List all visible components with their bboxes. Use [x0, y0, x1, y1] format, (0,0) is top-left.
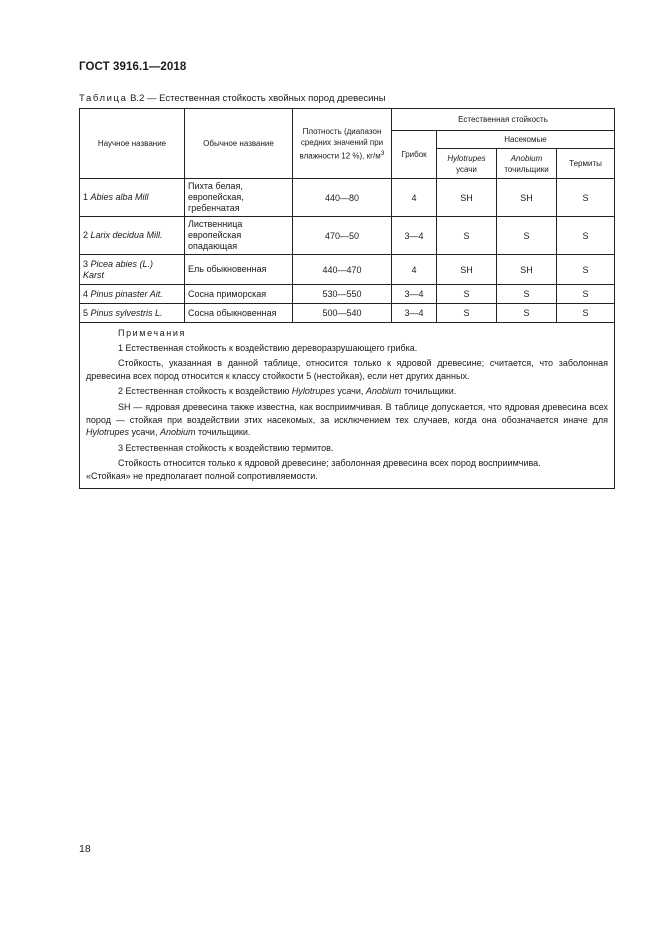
row-number: 4 — [83, 288, 91, 299]
note-2-text-3: точильщики. — [401, 386, 457, 397]
table-caption — [79, 93, 386, 104]
note-2-text-2: усачи, — [334, 386, 366, 397]
header-density — [293, 109, 392, 179]
cell-fungi: 4 — [392, 255, 437, 285]
table-row — [80, 255, 615, 285]
cell-hylotrupes: S — [437, 285, 497, 304]
cell-common: Сосна обыкновенная — [185, 304, 293, 323]
cell-anobium: SH — [497, 255, 557, 285]
cell-anobium: S — [497, 304, 557, 323]
row-number: 2 — [83, 230, 91, 240]
note-2-detail-text: SH — ядровая древесина также известна, как восприимчивая. В таблице допускается, что ядровая древесина всех пород — стойкая при воздействии этих насекомых, за исключением тех случаев, когда она обозначается иначе для — [86, 401, 608, 425]
cell-anobium: SH — [497, 179, 557, 217]
header-insects: Насекомые — [437, 131, 615, 149]
cell-density: 440—470 — [293, 255, 392, 285]
cell-fungi: 4 — [392, 179, 437, 217]
header-termites: Термиты — [557, 149, 615, 179]
cell-fungi: 3—4 — [392, 304, 437, 323]
note-1-detail: Стойкость, указанная в данной таблице, относится только к ядровой древесине; считается, что заболонная древесина всех пород относится к классу стойкости 5 (нестойкая), если нет других данных. — [86, 358, 608, 381]
cell-termites: S — [557, 255, 615, 285]
latin-name: Picea abies (L.) — [90, 258, 154, 269]
note-2-detail — [86, 401, 608, 439]
cell-hylotrupes: S — [437, 304, 497, 323]
cell-fungi: 3—4 — [392, 217, 437, 255]
page-number: 18 — [79, 843, 91, 855]
note-2-detail-text-3: точильщики. — [195, 427, 251, 438]
header-scientific-name: Научное название — [80, 109, 185, 179]
header-anobium-latin: Anobium — [510, 153, 543, 163]
note-2-detail-latin-2: Anobium — [159, 427, 196, 438]
cell-common: Пихта белая, европейская, гребенчатая — [185, 179, 293, 217]
notes-cell — [80, 323, 615, 489]
notes-row — [80, 323, 615, 489]
row-number: 1 — [83, 192, 91, 202]
cell-density: 500—540 — [293, 304, 392, 323]
table-row — [80, 179, 615, 217]
note-2-latin-2: Anobium — [365, 386, 402, 397]
cell-scientific — [80, 255, 185, 285]
note-3-detail: Стойкость относится только к ядровой древесине; заболонная древесина всех пород восприимчива. — [118, 458, 541, 469]
note-2-latin-1: Hylotrupes — [291, 386, 335, 397]
note-2-text: 2 Естественная стойкость к воздействию — [118, 386, 292, 397]
resistance-table — [79, 108, 615, 489]
note-3-detail-2: «Стойкая» не предполагает полной сопротивляемости. — [86, 470, 318, 481]
latin-name: Abies alba Mill — [90, 192, 149, 202]
latin-name: Pinus sylvestris L. — [90, 307, 163, 318]
cell-termites: S — [557, 217, 615, 255]
header-density-sup: 3 — [380, 149, 385, 157]
note-3: 3 Естественная стойкость к воздействию термитов. — [118, 442, 334, 453]
cell-common: Сосна приморская — [185, 285, 293, 304]
note-1: 1 Естественная стойкость к воздействию дереворазрушающего грибка. — [118, 342, 418, 353]
header-hylotrupes — [437, 149, 497, 179]
header-hylotrupes-latin: Hylotrupes — [447, 153, 486, 163]
cell-scientific — [80, 304, 185, 323]
cell-termites: S — [557, 304, 615, 323]
cell-common: Ель обыкновенная — [185, 255, 293, 285]
cell-scientific — [80, 217, 185, 255]
cell-hylotrupes: SH — [437, 179, 497, 217]
header-hylotrupes-sub: усачи — [456, 164, 477, 174]
note-2-detail-latin-1: Hylotrupes — [86, 427, 130, 438]
header-natural-resistance: Естественная стойкость — [392, 109, 615, 131]
cell-hylotrupes: SH — [437, 255, 497, 285]
note-2-detail-text-2: усачи, — [129, 427, 160, 438]
latin-name: Pinus pinaster Ait. — [90, 288, 163, 299]
cell-anobium: S — [497, 217, 557, 255]
notes-heading: Примечания — [118, 328, 186, 338]
table-row — [80, 304, 615, 323]
cell-common: Лиственница европейская опадающая — [185, 217, 293, 255]
cell-density: 440—80 — [293, 179, 392, 217]
header-anobium-sub: точильщики — [504, 164, 549, 174]
header-density-text: Плотность (диапазон средних значений при влажности 12 %), кг/м — [299, 126, 384, 161]
table-row — [80, 285, 615, 304]
document-code: ГОСТ 3916.1—2018 — [79, 61, 187, 73]
latin-name: Larix decidua Mill. — [90, 230, 163, 240]
cell-termites: S — [557, 285, 615, 304]
cell-density: 470—50 — [293, 217, 392, 255]
cell-density: 530—550 — [293, 285, 392, 304]
caption-label: Таблица — [79, 93, 128, 104]
row-number: 3 — [83, 258, 91, 269]
cell-scientific — [80, 285, 185, 304]
table-row — [80, 217, 615, 255]
cell-termites: S — [557, 179, 615, 217]
cell-hylotrupes: S — [437, 217, 497, 255]
cell-scientific — [80, 179, 185, 217]
latin-name-tail: Karst — [83, 269, 105, 280]
cell-anobium: S — [497, 285, 557, 304]
header-anobium — [497, 149, 557, 179]
cell-fungi: 3—4 — [392, 285, 437, 304]
header-fungi: Грибок — [392, 131, 437, 179]
note-2 — [86, 385, 608, 398]
header-common-name: Обычное название — [185, 109, 293, 179]
caption-title: В.2 — Естественная стойкость хвойных пород древесины — [127, 93, 386, 104]
row-number: 5 — [83, 307, 91, 318]
